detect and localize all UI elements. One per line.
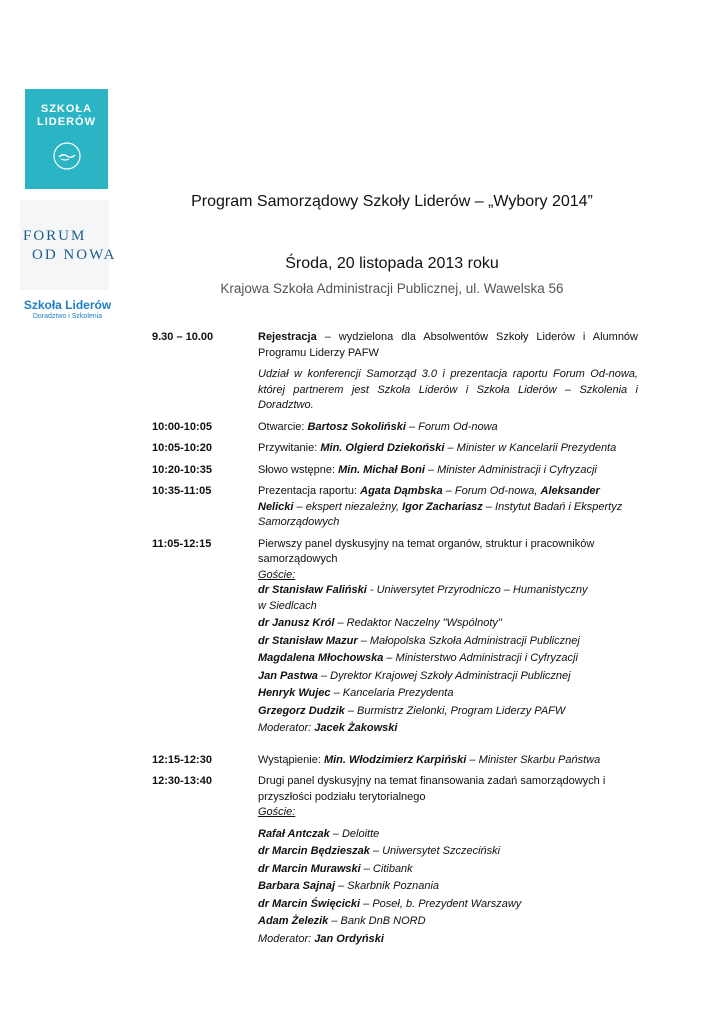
guests-label: Goście: [258, 806, 296, 818]
agenda-row: 10:05-10:20 Przywitanie: Min. Olgierd Dziekoński – Minister w Kancelarii Prezydenta [152, 442, 617, 454]
szkola-liderow-doradztwo-logo: Szkoła Liderów Doradztwo i Szkolenia [23, 298, 112, 320]
guest-item: dr Marcin Będzieszak – Uniwersytet Szczeciński [258, 845, 501, 857]
guest-item: Adam Żelezik – Bank DnB NORD [258, 915, 426, 927]
moderator: Moderator: Jan Ordyński [258, 932, 384, 945]
event-date: Środa, 20 listopada 2013 roku [285, 255, 499, 272]
guest-item: dr Stanisław Mazur – Małopolska Szkoła Administracji Publicznej [258, 634, 580, 647]
guest-item: Grzegorz Dudzik – Burmistrz Zielonki, Program Liderzy PAFW [258, 704, 566, 717]
guest-item: dr Stanisław Faliński - Uniwersytet Przyrodniczo – Humanistyczny w Siedlcach [258, 584, 588, 612]
agenda-row: 12:15-12:30 Wystąpienie: Min. Włodzimierz Karpiński – Minister Skarbu Państwa [152, 753, 601, 766]
agenda-row: 10:35-11:05 Prezentacja raportu: Agata Dąmbska – Forum Od-nowa, Aleksander Nelicki – ekspert niezależny, Igor Zachariasz – Instytut Badań i Ekspertyz Samorządowych [152, 485, 623, 528]
agenda-row: 10:00-10:05 Otwarcie: Bartosz Sokoliński – Forum Od-nowa [152, 420, 498, 433]
logo-text: SZKOŁA LIDERÓW [37, 103, 96, 128]
handshake-icon [25, 141, 108, 176]
guests-label: Goście: [258, 568, 296, 581]
agenda [152, 330, 638, 955]
guest-item: dr Janusz Król – Redaktor Naczelny "Wspólnoty" [258, 617, 502, 629]
forum-od-nowa-logo: FORUM OD NOWA [20, 200, 109, 290]
agenda-row: 10:20-10:35 Słowo wstępne: Min. Michał Boni – Minister Administracji i Cyfryzacji [152, 463, 597, 476]
guest-item: dr Marcin Murawski – Citibank [258, 862, 413, 875]
agenda-row: 9.30 – 10.00 Rejestracja – wydzielona dla Absolwentów Szkoły Liderów i Alumnów Programu Liderzy PAFW Udział w konferencji Samorząd 3.0 i prezentacja raportu Forum Od-nowa, której partnerem jest Szkoła Liderów i Szkoła Liderów – Szkolenia i Doradztwo. [152, 330, 638, 414]
guest-item: Henryk Wujec – Kancelaria Prezydenta [258, 687, 454, 699]
panel-topic: Drugi panel dyskusyjny na temat finansowania zadań samorządowych i przyszłości podziału terytorialnego [258, 775, 606, 803]
guest-item: Rafał Antczak – Deloitte [258, 827, 380, 840]
agenda-note: Udział w konferencji Samorząd 3.0 i prezentacja raportu Forum Od-nowa, której partnerem jest Szkoła Liderów i Szkoła Liderów – Szkolenia i Doradztwo. [258, 368, 638, 411]
szkola-liderow-logo [25, 89, 108, 189]
guest-item: Magdalena Młochowska – Ministerstwo Administracji i Cyfryzacji [258, 652, 578, 664]
guest-item: Barbara Sajnaj – Skarbnik Poznania [258, 880, 439, 892]
page-title: Program Samorządowy Szkoły Liderów – „Wybory 2014” [191, 193, 593, 210]
agenda-row: 11:05-12:15 Pierwszy panel dyskusyjny na temat organów, struktur i pracowników samorządowych Goście: dr Stanisław Faliński - Uniwersytet Przyrodniczo – Humanistyczny w Siedlcach dr Janusz Król – Redaktor Naczelny "Wspólnoty" dr Stanisław Mazur – Małopolska Szkoła Administracji Publicznej Magdalena Młochowska – Ministerstwo Administracji i Cyfryzacji Jan Pastwa – Dyrektor Krajowej Szkoły Administracji Publicznej Henryk Wujec – Kancelaria Prezydenta Grzegorz Dudzik – Burmistrz Zielonki, Program Liderzy PAFW Moderator: Jacek Żakowski [152, 537, 638, 739]
guest-item: dr Marcin Święcicki – Poseł, b. Prezydent Warszawy [258, 897, 522, 910]
event-venue: Krajowa Szkoła Administracji Publicznej, ul. Wawelska 56 [220, 281, 564, 296]
moderator: Moderator: Jacek Żakowski [258, 722, 398, 734]
guest-item: Jan Pastwa – Dyrektor Krajowej Szkoły Administracji Publicznej [258, 669, 571, 682]
agenda-row: 12:30-13:40 Drugi panel dyskusyjny na temat finansowania zadań samorządowych i przyszłości podziału terytorialnego Goście: Rafał Antczak – Deloitte dr Marcin Będzieszak – Uniwersytet Szczeciński dr Marcin Murawski – Citibank Barbara Sajnaj – Skarbnik Poznania dr Marcin Święcicki – Poseł, b. Prezydent Warszawy Adam Żelezik – Bank DnB NORD Moderator: Jan Ordyński [152, 774, 638, 949]
panel-topic: Pierwszy panel dyskusyjny na temat organów, struktur i pracowników samorządowych [258, 537, 595, 565]
